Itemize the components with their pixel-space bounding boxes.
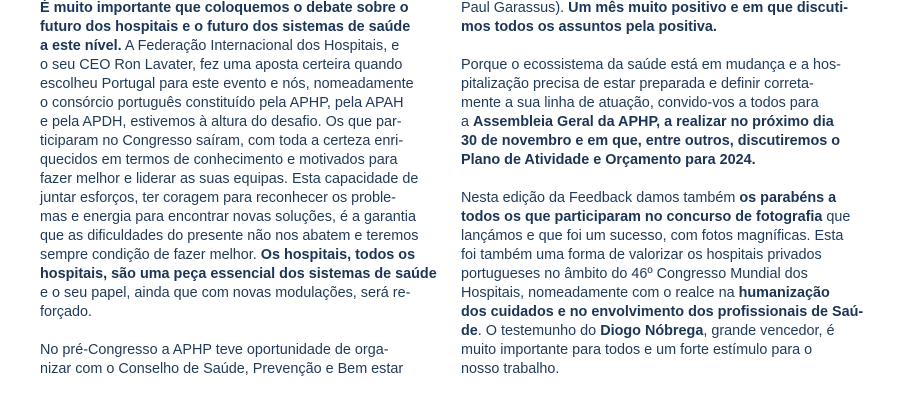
paragraph: [40, 341, 440, 379]
left-column: [40, 0, 440, 379]
body-text: mente a sua linha de atuação, convido-vos a todos para: [461, 95, 819, 111]
text-line: [40, 189, 440, 208]
body-text: portugueses no âmbito do 46º Congresso Mundial dos: [461, 266, 808, 282]
paragraph: [461, 56, 861, 170]
body-text: fazer melhor e liderar as suas equipas. Esta capacidade de: [40, 171, 419, 187]
body-text: e o seu papel, ainda que com novas modulações, será re-: [40, 285, 411, 301]
text-line: [461, 208, 861, 227]
body-text: lançámos e que foi um sucesso, com fotos magníficas. Esta: [461, 228, 844, 244]
bold-text: Plano de Atividade e Orçamento para 2024.: [461, 152, 756, 168]
text-line: [40, 360, 440, 379]
bold-text: mos todos os assuntos pela positiva.: [461, 19, 717, 35]
text-line: [40, 94, 440, 113]
text-line: [40, 75, 440, 94]
text-line: [40, 56, 440, 75]
text-line: [40, 170, 440, 189]
body-text: Nesta edição da Feedback damos também: [461, 190, 740, 206]
paragraph: [461, 189, 864, 379]
paragraph: [40, 0, 440, 322]
text-line: [40, 113, 440, 132]
bold-text: É muito importante que coloquemos o debate sobre o: [40, 0, 409, 16]
text-line: [40, 246, 440, 265]
body-text: Paul Garassus).: [461, 0, 569, 16]
body-text: e pela APDH, estivemos à altura do desafio. Os que par-: [40, 114, 402, 130]
text-line: [40, 132, 440, 151]
text-line: [40, 303, 440, 322]
body-text: No pré-Congresso a APHP teve oportunidade de orga-: [40, 342, 389, 358]
body-text: quecidos em termos de conhecimento e motivados para: [40, 152, 398, 168]
text-line: [40, 265, 440, 284]
body-text: nizar com o Conselho de Saúde, Prevenção e Bem estar: [40, 361, 404, 377]
bold-text: de: [461, 323, 478, 339]
body-text: que: [822, 209, 851, 225]
text-line: [461, 132, 861, 151]
text-line: [40, 208, 440, 227]
bold-text: hospitais, são uma peça essencial dos sistemas de saúde: [40, 266, 437, 282]
text-line: [461, 18, 861, 37]
text-line: [461, 189, 861, 208]
right-column: [461, 0, 864, 379]
bold-text: dos cuidados e no envolvimento dos profissionais de Saú-: [461, 304, 864, 320]
bold-text: os parabéns a: [739, 190, 837, 206]
text-line: [40, 227, 440, 246]
text-line: [40, 151, 440, 170]
body-text: . O testemunho do: [477, 323, 601, 339]
body-text: o seu CEO Ron Lavater, fez uma aposta certeira quando: [40, 57, 403, 73]
body-text: Hospitais, nomeadamente com o realce na: [461, 285, 739, 301]
body-text: mas e energia para encontrar novas soluções, é a garantia: [40, 209, 416, 225]
bold-text: Os hospitais, todos os: [260, 247, 416, 263]
body-text: juntar esforços, ter coragem para reconhecer os proble-: [40, 190, 396, 206]
text-line: [461, 75, 861, 94]
body-text: nosso trabalho.: [461, 361, 560, 377]
body-text: foi também uma forma de valorizar os hospitais privados: [461, 247, 822, 263]
text-line: [461, 341, 861, 360]
text-line: [40, 0, 440, 18]
text-line: [461, 284, 861, 303]
paragraph-gap: [461, 37, 861, 56]
body-text: A Federação Internacional dos Hospitais, e: [121, 38, 400, 54]
body-text: pitalização precisa de estar preparada e definir correta-: [461, 76, 814, 92]
text-line: [40, 18, 440, 37]
text-line: [40, 284, 440, 303]
bold-text: Um mês muito positivo e em que discuti-: [568, 0, 849, 16]
body-text: forçado.: [40, 304, 92, 320]
text-line: [40, 341, 440, 360]
text-line: [461, 0, 861, 18]
text-line: [461, 265, 861, 284]
bold-text: a este nível.: [40, 38, 122, 54]
body-text: que as dificuldades do presente não nos abatem e teremos: [40, 228, 419, 244]
text-line: [461, 360, 861, 379]
body-text: a: [461, 114, 474, 130]
text-line: [461, 227, 861, 246]
text-line: [40, 37, 440, 56]
bold-text: todos os que participaram no concurso de fotografia: [461, 209, 823, 225]
text-line: [461, 56, 861, 75]
body-text: , grande vencedor, é: [703, 323, 835, 339]
body-text: muito importante para todos e um forte estímulo para o: [461, 342, 813, 358]
text-line: [461, 303, 864, 322]
body-text: escolheu Portugal para este evento e nós, nomeadamente: [40, 76, 414, 92]
bold-text: futuro dos hospitais e o futuro dos sistemas de saúde: [40, 19, 411, 35]
bold-text: Diogo Nóbrega: [600, 323, 704, 339]
body-text: o consórcio português constituído pela APHP, pela APAH: [40, 95, 404, 111]
text-line: [461, 113, 861, 132]
paragraph: [461, 0, 861, 37]
bold-text: Assembleia Geral da APHP, a realizar no próximo dia: [473, 114, 834, 130]
bold-text: 30 de novembro e em que, entre outros, discutiremos o: [461, 133, 841, 149]
bold-text: humanização: [738, 285, 830, 301]
paragraph-gap: [40, 322, 440, 341]
body-text: Porque o ecossistema da saúde está em mudança e a hos-: [461, 57, 841, 73]
text-line: [461, 246, 861, 265]
paragraph-gap: [461, 170, 861, 189]
text-line: [461, 322, 861, 341]
text-line: [461, 151, 861, 170]
text-line: [461, 94, 861, 113]
body-text: sempre condição de fazer melhor.: [40, 247, 261, 263]
body-text: ticiparam no Congresso saíram, com toda a certeza enri-: [40, 133, 404, 149]
